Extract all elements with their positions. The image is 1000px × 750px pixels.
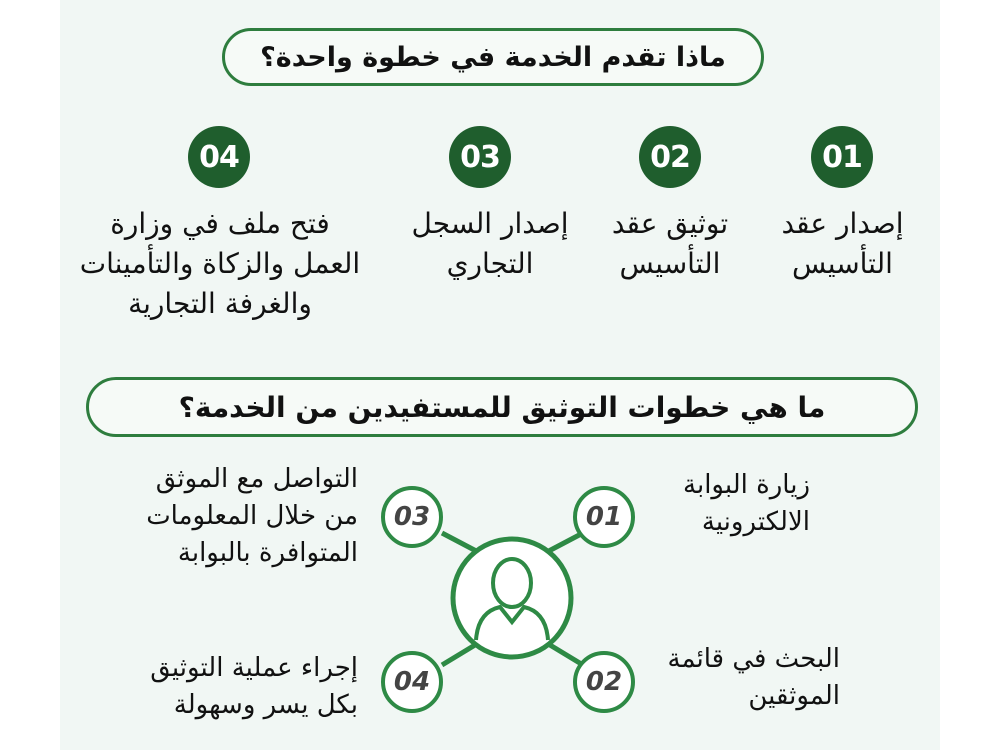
service-step-text-01: إصدار عقد التأسيس [781,207,904,280]
service-step-number-02: 02 [639,126,701,188]
doc-step-number-04: 04 [381,651,443,713]
doc-step-number-02: 02 [573,651,635,713]
services-heading-text: ماذا تقدم الخدمة في خطوة واحدة؟ [260,41,726,73]
service-step-number-01: 01 [811,126,873,188]
doc-step-text-04: إجراء عملية التوثيق بكل يسر وسهولة [150,653,358,720]
doc-step-number-01: 01 [573,486,635,548]
doc-step-text-01: زيارة البوابة الالكترونية [683,470,810,537]
service-step-number-03: 03 [449,126,511,188]
connector-01 [545,533,583,553]
service-step-number-04: 04 [188,126,250,188]
doc-step-text-02: البحث في قائمة الموثقين [667,644,840,711]
service-step-text-04: فتح ملف في وزارة العمل والزكاة والتأمينات والغرفة التجارية [79,207,361,320]
hub-circle [453,539,571,657]
doc-step-number-03: 03 [381,486,443,548]
service-step-text-03: إصدار السجل التجاري [411,207,569,280]
documentation-heading-text: ما هي خطوات التوثيق للمستفيدين من الخدمة؟ [178,390,826,424]
doc-step-text-03: التواصل مع الموثق من خلال المعلومات المتوافرة بالبوابة [146,464,358,568]
service-step-text-02: توثيق عقد التأسيس [611,207,729,280]
